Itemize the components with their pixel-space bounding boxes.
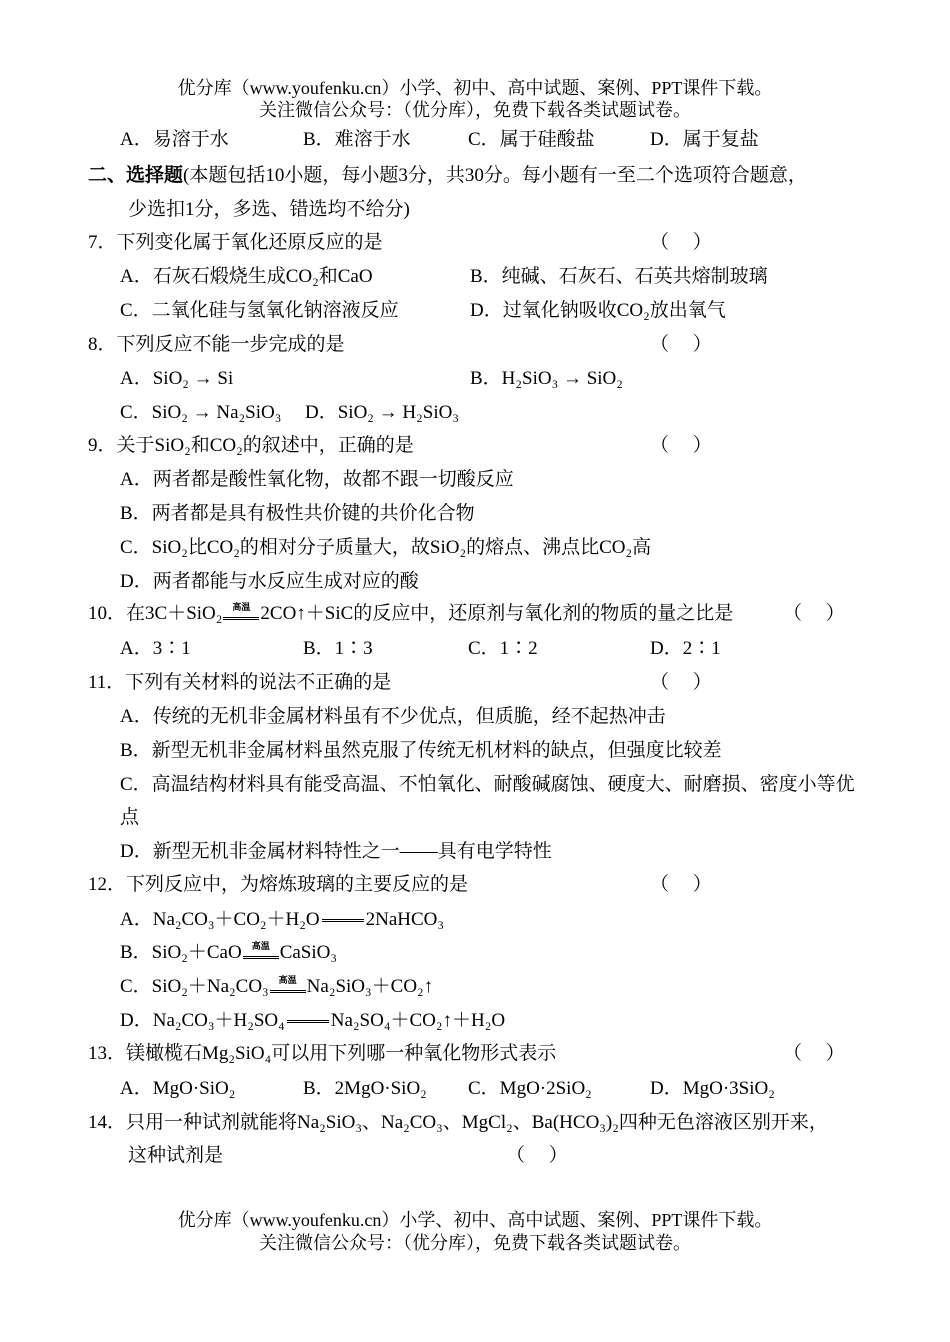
question-text: 关于SiO₂和CO₂的叙述中，正确的是 — [116, 435, 414, 456]
option-b: B．新型无机非金属材料虽然克服了传统无机材料的缺点，但强度比较差 — [120, 740, 722, 761]
question-text-before-equation-sign: 在3C＋SiO₂ — [126, 603, 223, 624]
products: 2NaHCO₃ — [365, 909, 445, 930]
double-line — [243, 956, 279, 959]
answer-bracket: （ ） — [783, 603, 845, 624]
footer-line-2: 关注微信公众号：（优分库），免费下载各类试题试卷。 — [259, 1233, 691, 1253]
reactants: A．Na₂CO₃＋CO₂＋H₂O — [120, 909, 320, 930]
reaction-condition-text: 高温 — [278, 975, 297, 985]
reaction-condition-text: 高温 — [251, 941, 270, 951]
option-c: C．二氧化硅与氢氧化钠溶液反应 — [120, 300, 399, 321]
double-line-equals — [285, 1009, 331, 1033]
question-stem — [88, 671, 391, 695]
reaction-condition-sign — [222, 602, 260, 626]
option-d: D．两者都能与水反应生成对应的酸 — [120, 571, 419, 592]
reaction-condition-sign — [242, 941, 280, 965]
answer-bracket: （ ） — [650, 874, 712, 895]
option-d: D．MgO·3SiO₂ — [650, 1078, 775, 1099]
option-d: D．过氧化钠吸收CO₂放出氧气 — [470, 300, 726, 321]
option-a — [120, 908, 444, 932]
option-c: C．SiO₂比CO₂的相对分子质量大，故SiO₂的熔点、沸点比CO₂高 — [120, 537, 652, 558]
question-number: 9． — [88, 435, 117, 456]
question-text: 下列有关材料的说法不正确的是 — [125, 672, 392, 693]
option-b — [120, 941, 337, 965]
option-c: C．1∶2 — [468, 638, 538, 659]
question-stem — [88, 434, 414, 458]
question-text: 镁橄榄石Mg₂SiO₄可以用下列哪一种氧化物形式表示 — [126, 1043, 557, 1064]
question-number: 10． — [88, 603, 127, 624]
footer-line-1: 优分库（www.youfenku.cn）小学、初中、高中试题、案例、PPT课件下载。 — [177, 1210, 773, 1230]
question-number: 11． — [88, 672, 126, 693]
reaction-condition-text: 高温 — [232, 602, 251, 612]
question-number: 14． — [88, 1112, 127, 1133]
option-a: A．SiO₂ → Si — [120, 368, 234, 389]
option-d: D．新型无机非金属材料特性之一——具有电学特性 — [120, 841, 552, 862]
option-a: A．MgO·SiO₂ — [120, 1078, 236, 1099]
question-stem — [88, 1111, 828, 1135]
question-stem — [88, 873, 468, 897]
answer-bracket: （ ） — [650, 672, 712, 693]
double-line — [287, 1020, 329, 1023]
double-line-equals — [223, 617, 259, 620]
option-c: C．属于硅酸盐 — [468, 129, 595, 150]
reactants: B．SiO₂＋CaO — [120, 942, 242, 963]
section-title: 二、选择题 — [88, 165, 184, 186]
option-a: A．易溶于水 — [120, 129, 229, 150]
option-d: D．SiO₂ → H₂SiO₃ — [305, 402, 459, 423]
answer-bracket: （ ） — [650, 334, 712, 355]
question-text-line-2: 这种试剂是 — [128, 1145, 224, 1166]
question-stem — [88, 1042, 556, 1066]
question-number: 8． — [88, 334, 117, 355]
header-line-2: 关注微信公众号：（优分库），免费下载各类试题试卷。 — [259, 100, 691, 120]
option-b: B．难溶于水 — [303, 129, 411, 150]
question-text: 下列反应中，为熔炼玻璃的主要反应的是 — [126, 874, 469, 895]
question-number: 7． — [88, 232, 117, 253]
double-line — [270, 990, 306, 993]
products: CaSiO₃ — [279, 942, 337, 963]
option-d: D．属于复盐 — [650, 129, 759, 150]
question-text: 下列变化属于氧化还原反应的是 — [116, 232, 383, 253]
option-a: A．3∶1 — [120, 638, 191, 659]
option-c — [120, 975, 433, 999]
option-b: B．H₂SiO₃ → SiO₂ — [470, 368, 623, 389]
answer-bracket: （ ） — [650, 232, 712, 253]
option-b: B．两者都是具有极性共价键的共价化合物 — [120, 503, 475, 524]
option-b: B．2MgO·SiO₂ — [303, 1078, 427, 1099]
reactants: C．SiO₂＋Na₂CO₃ — [120, 976, 269, 997]
option-d: D．2∶1 — [650, 638, 721, 659]
question-number: 13． — [88, 1043, 127, 1064]
section-description-line-2: 少选扣1分，多选、错选均不给分) — [128, 199, 410, 220]
option-c: C．高温结构材料具有能受高温、不怕氧化、耐酸碱腐蚀、硬度大、耐磨损、密度小等优 — [120, 774, 855, 795]
option-b: B．纯碱、石灰石、石英共熔制玻璃 — [470, 266, 768, 287]
section-description: (本题包括10小题，每小题3分，共30分。每小题有一至二个选项符合题意， — [183, 165, 807, 186]
option-a: A．石灰石煅烧生成CO₂和CaO — [120, 266, 373, 287]
question-text-after-equation-sign: 2CO↑＋SiC的反应中，还原剂与氧化剂的物质的量之比是 — [260, 603, 734, 624]
option-c-continuation: 点 — [120, 807, 140, 828]
double-line-equals — [320, 908, 366, 932]
answer-bracket: （ ） — [506, 1145, 568, 1166]
section-heading-line-1 — [88, 164, 807, 188]
option-c: C．SiO₂ → Na₂SiO₃ — [120, 402, 282, 423]
question-number: 12． — [88, 874, 127, 895]
question-text: 只用一种试剂就能将Na₂SiO₃、Na₂CO₃、MgCl₂、Ba(HCO₃)₂四种无色溶液区别开来， — [126, 1112, 828, 1133]
option-c: C．MgO·2SiO₂ — [468, 1078, 592, 1099]
option-b: B．1∶3 — [303, 638, 373, 659]
question-stem — [88, 333, 345, 357]
answer-bracket: （ ） — [650, 435, 712, 456]
reactants: D．Na₂CO₃＋H₂SO₄ — [120, 1010, 285, 1031]
option-d — [120, 1009, 505, 1033]
option-a: A．两者都是酸性氧化物，故都不跟一切酸反应 — [120, 469, 514, 490]
question-stem — [88, 602, 733, 626]
products: Na₂SO₄＋CO₂↑＋H₂O — [330, 1010, 506, 1031]
question-text: 下列反应不能一步完成的是 — [116, 334, 345, 355]
question-stem — [88, 231, 383, 255]
reaction-condition-sign — [269, 975, 307, 999]
double-line — [322, 919, 364, 922]
header-line-1: 优分库（www.youfenku.cn）小学、初中、高中试题、案例、PPT课件下载。 — [177, 78, 773, 98]
answer-bracket: （ ） — [783, 1043, 845, 1064]
option-a: A．传统的无机非金属材料虽有不少优点，但质脆，经不起热冲击 — [120, 706, 666, 727]
products: Na₂SiO₃＋CO₂↑ — [306, 976, 434, 997]
